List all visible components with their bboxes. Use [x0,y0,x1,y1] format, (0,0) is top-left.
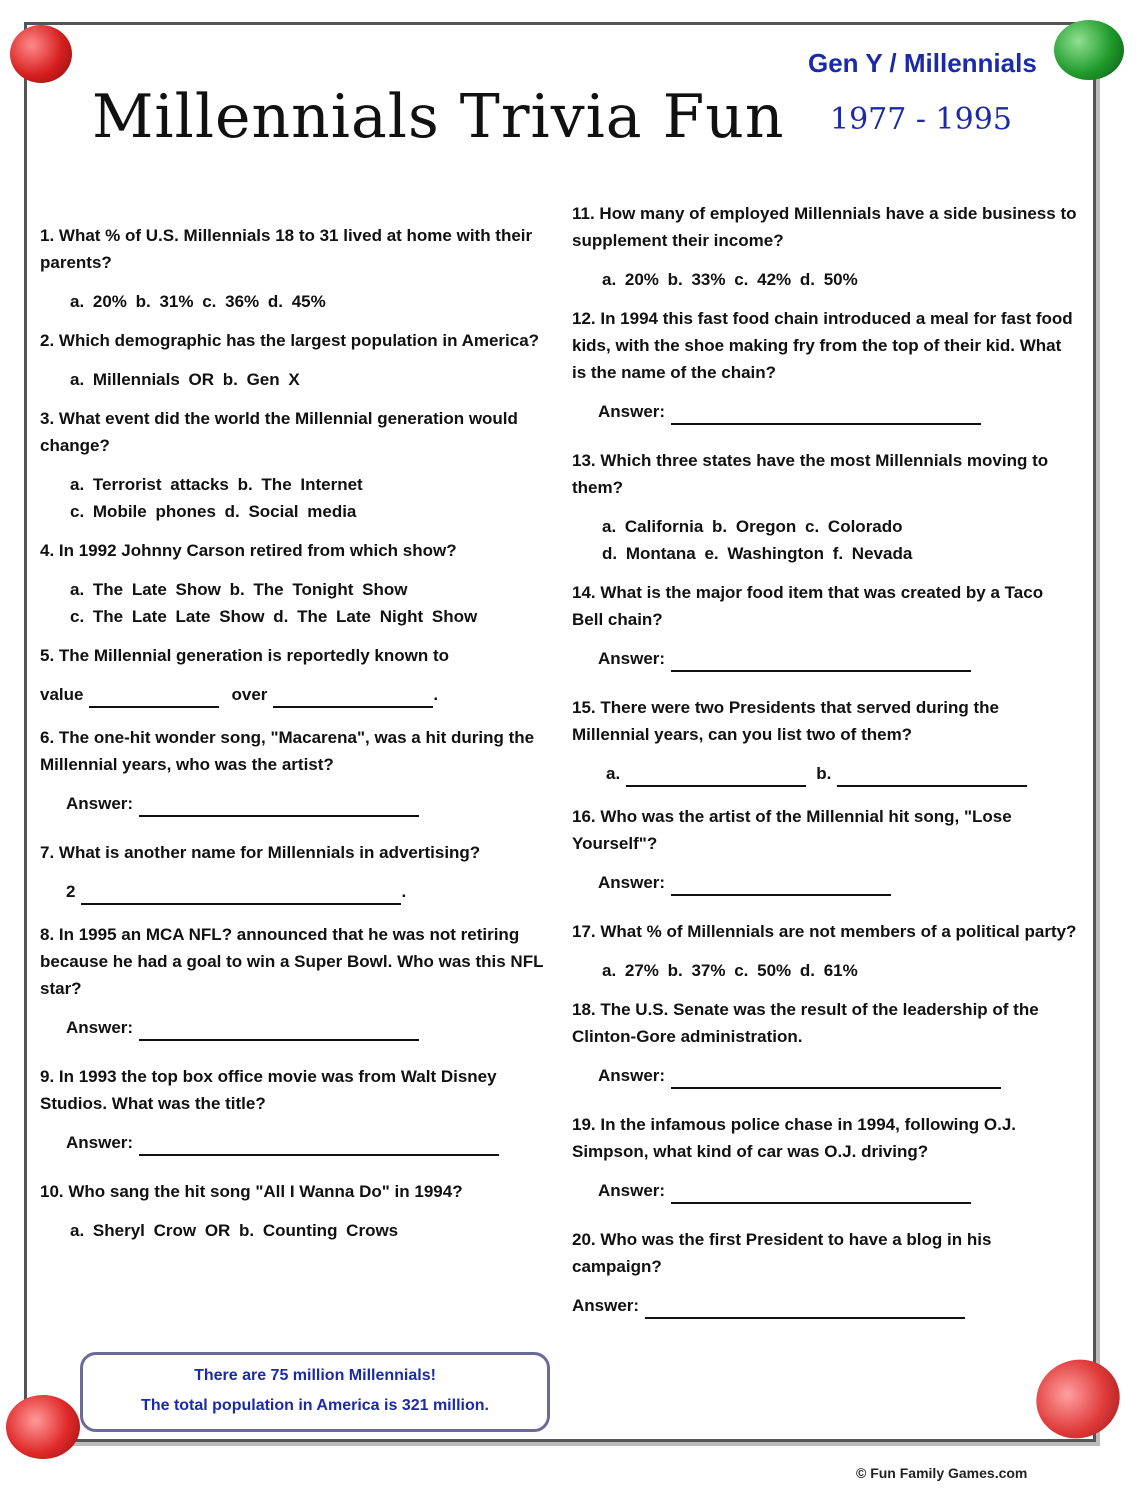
question-9-answer [66,1129,555,1156]
answer-line[interactable] [671,1180,971,1204]
question-10: 10. Who sang the hit song "All I Wanna Do" in 1994? [40,1182,463,1201]
question-3-options [70,471,555,525]
option-row: a. Millennials OR b. Gen X [70,370,300,389]
answer-label: Answer: [598,873,666,892]
question-15: 15. There were two Presidents that served during the Millennial years, can you list two of them? [572,698,1000,744]
fill-text: . [401,882,407,901]
answer-line[interactable] [671,401,981,425]
question-4: 4. In 1992 Johnny Carson retired from which show? [40,541,457,560]
blank-line[interactable] [626,763,806,787]
left-question-column [40,222,555,1256]
answer-label: Answer: [598,1181,666,1200]
question-14-answer [598,645,1077,672]
answer-label: Answer: [572,1296,640,1315]
question-6-answer [66,790,555,817]
option-row: c. The Late Late Show d. The Late Night Show [70,607,478,626]
callout-line-1: There are 75 million Millennials! [194,1367,436,1384]
question-9: 9. In 1993 the top box office movie was from Walt Disney Studios. What was the title? [40,1067,497,1113]
answer-line[interactable] [139,1132,499,1156]
fun-fact-callout [80,1352,550,1432]
red-pushpin-icon [6,1395,80,1459]
question-1-options [70,288,555,315]
option-row: a. 27% b. 37% c. 50% d. 61% [602,961,858,980]
question-8-answer [66,1014,555,1041]
generation-name: Gen Y / Millennials [808,48,1037,78]
question-20: 20. Who was the first President to have a blog in his campaign? [572,1230,992,1276]
question-7-fill-in [66,878,555,905]
option-row: a. California b. Oregon c. Colorado [602,517,903,536]
question-19: 19. In the infamous police chase in 1994, following O.J. Simpson, what kind of car was O.J. driving? [572,1115,1017,1161]
question-1: 1. What % of U.S. Millennials 18 to 31 lived at home with their parents? [40,226,533,272]
option-row: a. The Late Show b. The Tonight Show [70,580,408,599]
right-question-column [572,200,1077,1341]
option-row: a. Sheryl Crow OR b. Counting Crows [70,1221,399,1240]
option-row: a. 20% b. 31% c. 36% d. 45% [70,292,326,311]
question-17: 17. What % of Millennials are not members of a political party? [572,922,1077,941]
blank-line[interactable] [81,881,401,905]
answer-label: Answer: [66,1018,134,1037]
answer-line[interactable] [671,1065,1001,1089]
question-11: 11. How many of employed Millennials have a side business to supplement their income? [572,204,1077,250]
fill-text: value [40,685,84,704]
question-10-options [70,1217,555,1244]
question-19-answer [598,1177,1077,1204]
question-16: 16. Who was the artist of the Millennial hit song, "Lose Yourself"? [572,807,1012,853]
callout-line-2: The total population in America is 321 million. [141,1397,489,1414]
option-row: d. Montana e. Washington f. Nevada [602,544,913,563]
answer-label: Answer: [66,1133,134,1152]
question-11-options [602,266,1077,293]
question-16-answer [598,869,1077,896]
fill-text: over [231,685,268,704]
generation-years: 1977 - 1995 [830,102,1012,137]
red-pushpin-icon [10,25,72,83]
question-5: 5. The Millennial generation is reportedly known to [40,646,450,665]
question-18: 18. The U.S. Senate was the result of the leadership of the Clinton-Gore administration. [572,1000,1039,1046]
copyright-credit: © Fun Family Games.com [856,1465,1028,1481]
question-14: 14. What is the major food item that was created by a Taco Bell chain? [572,583,1044,629]
question-15-fill-in [606,760,1077,787]
fill-text: a. [606,764,621,783]
option-row: a. Terrorist attacks b. The Internet [70,475,363,494]
answer-label: Answer: [598,649,666,668]
question-5-fill-in [40,681,555,708]
blank-line[interactable] [89,684,219,708]
fill-text: 2 [66,882,76,901]
question-6: 6. The one-hit wonder song, "Macarena", was a hit during the Millennial years, who was the artist? [40,728,535,774]
question-2-options [70,366,555,393]
question-17-options [602,957,1077,984]
answer-label: Answer: [598,402,666,421]
answer-label: Answer: [598,1066,666,1085]
answer-line[interactable] [645,1295,965,1319]
green-pushpin-icon [1054,20,1124,80]
answer-line[interactable] [139,793,419,817]
question-13: 13. Which three states have the most Millennials moving to them? [572,451,1049,497]
answer-line[interactable] [139,1017,419,1041]
question-3: 3. What event did the world the Millennial generation would change? [40,409,518,455]
question-7: 7. What is another name for Millennials in advertising? [40,843,481,862]
option-row: c. Mobile phones d. Social media [70,502,357,521]
blank-line[interactable] [273,684,433,708]
fill-text: b. [816,764,832,783]
answer-label: Answer: [66,794,134,813]
question-20-answer [572,1292,1077,1319]
question-4-options [70,576,555,630]
question-12: 12. In 1994 this fast food chain introduced a meal for fast food kids, with the shoe making fry from the top of their kid. What is the name of the chain? [572,309,1073,382]
question-13-options [602,513,1077,567]
answer-line[interactable] [671,872,891,896]
page-title: Millennials Trivia Fun [92,82,785,152]
fill-text: . [433,685,439,704]
question-12-answer [598,398,1077,425]
question-8: 8. In 1995 an MCA NFL? announced that he was not retiring because he had a goal to win a Super Bowl. Who was this NFL star? [40,925,544,998]
question-18-answer [598,1062,1077,1089]
blank-line[interactable] [837,763,1027,787]
option-row: a. 20% b. 33% c. 42% d. 50% [602,270,858,289]
answer-line[interactable] [671,648,971,672]
question-2: 2. Which demographic has the largest population in America? [40,331,540,350]
